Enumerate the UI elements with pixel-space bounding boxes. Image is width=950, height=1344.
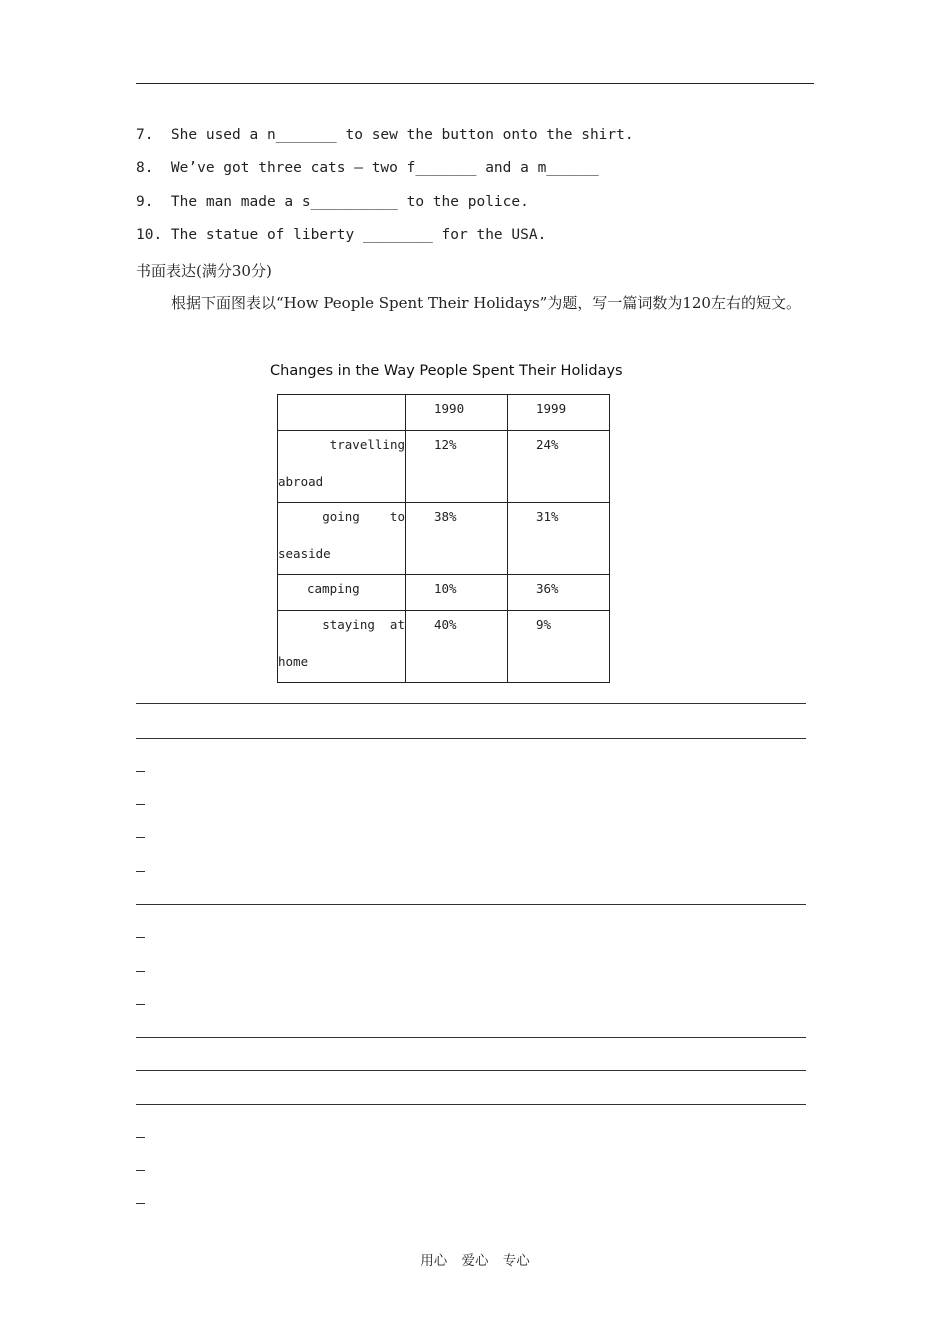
cell-value: 12% bbox=[434, 437, 457, 452]
section-title: 书面表达(满分30分) bbox=[136, 262, 272, 280]
answer-line bbox=[136, 703, 806, 704]
cell-value: 31% bbox=[536, 509, 559, 524]
table-caption: Changes in the Way People Spent Their Holidays bbox=[270, 363, 623, 379]
answer-dash bbox=[136, 1203, 145, 1204]
answer-line bbox=[136, 1070, 806, 1071]
answer-dash bbox=[136, 1004, 145, 1005]
header-rule bbox=[136, 83, 814, 84]
answer-dash bbox=[136, 937, 145, 938]
answer-dash bbox=[136, 971, 145, 972]
page-footer: 用心 爱心 专心 bbox=[420, 1253, 530, 1269]
row-label: camping bbox=[307, 581, 360, 596]
header-cell-1999: 1999 bbox=[508, 395, 610, 431]
table-row bbox=[278, 611, 610, 683]
writing-instruction: 根据下面图表以“How People Spent Their Holidays”为题，写一篇词数为120左右的短文。 bbox=[171, 294, 801, 312]
cell-value: 24% bbox=[536, 437, 559, 452]
question-8: 8. We’ve got three cats — two f_______ and a m______ bbox=[136, 160, 599, 176]
table-row bbox=[278, 431, 610, 503]
header-cell-1990: 1990 bbox=[406, 395, 508, 431]
answer-line bbox=[136, 904, 806, 905]
table-row bbox=[278, 575, 610, 611]
answer-line bbox=[136, 738, 806, 739]
cell-value: 40% bbox=[434, 617, 457, 632]
holiday-table bbox=[277, 394, 610, 683]
cell-value: 9% bbox=[536, 617, 552, 632]
question-10: 10. The statue of liberty ________ for the USA. bbox=[136, 227, 547, 243]
answer-dash bbox=[136, 1170, 145, 1171]
row-label: going to seaside bbox=[278, 509, 405, 561]
answer-line bbox=[136, 1104, 806, 1105]
answer-dash bbox=[136, 837, 145, 838]
row-label: travelling abroad bbox=[278, 437, 405, 489]
answer-dash bbox=[136, 1137, 145, 1138]
table-row bbox=[278, 503, 610, 575]
table-header-row bbox=[278, 395, 610, 431]
cell-value: 10% bbox=[434, 581, 457, 596]
question-7: 7. She used a n_______ to sew the button onto the shirt. bbox=[136, 127, 634, 143]
answer-dash bbox=[136, 771, 145, 772]
answer-dash bbox=[136, 804, 145, 805]
answer-dash bbox=[136, 871, 145, 872]
answer-line bbox=[136, 1037, 806, 1038]
cell-value: 36% bbox=[536, 581, 559, 596]
row-label: staying at home bbox=[278, 617, 405, 669]
header-cell-empty bbox=[278, 395, 406, 431]
question-9: 9. The man made a s__________ to the police. bbox=[136, 194, 529, 210]
cell-value: 38% bbox=[434, 509, 457, 524]
